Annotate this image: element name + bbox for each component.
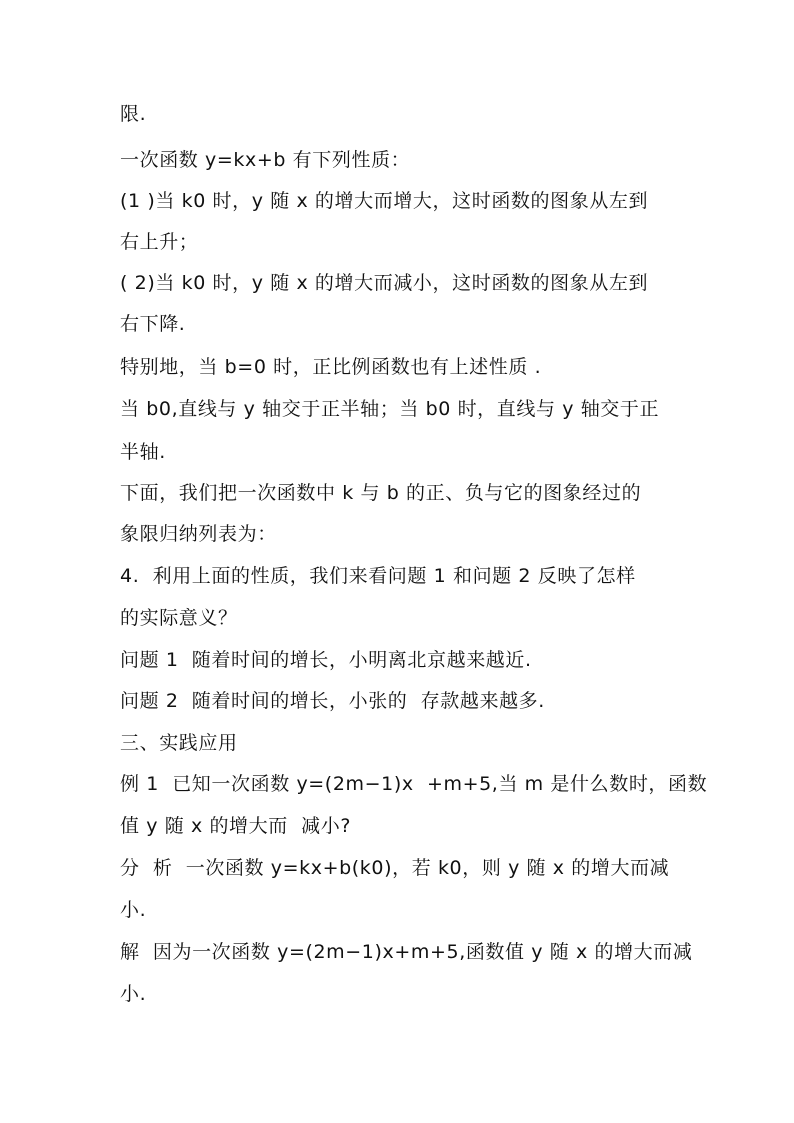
text-line: 下面，我们把一次函数中 k 与 b 的正、负与它的图象经过的 (120, 482, 642, 504)
text-line: 限. (120, 103, 147, 125)
text-line: 右下降. (120, 313, 186, 335)
text-line: 象限归纳列表为： (120, 523, 277, 545)
text-line: 值 y 随 x 的增大而 减小? (120, 815, 352, 837)
text-line: 特别地，当 b=0 时，正比例函数也有上述性质 . (120, 356, 542, 378)
text-line: 问题 1 随着时间的增长，小明离北京越来越近. (120, 649, 532, 671)
text-line: 分 析 一次函数 y=kx+b(k0)，若 k0，则 y 随 x 的增大而减 (120, 857, 670, 879)
text-line: 4. 利用上面的性质，我们来看问题 1 和问题 2 反映了怎样 (120, 565, 636, 587)
text-line: 右上升； (120, 231, 199, 253)
text-line: 小. (120, 983, 147, 1005)
text-line: ( 2)当 k0 时，y 随 x 的增大而减小，这时函数的图象从左到 (120, 272, 649, 294)
text-line: 的实际意义？ (120, 607, 238, 629)
text-line: 例 1 已知一次函数 y=(2m−1)x +m+5,当 m 是什么数时，函数 (120, 773, 708, 795)
section-heading: 三、实践应用 (120, 732, 238, 754)
text-line: 问题 2 随着时间的增长，小张的 存款越来越多. (120, 690, 545, 712)
text-line: 小. (120, 899, 147, 921)
text-line: (1 )当 k0 时，y 随 x 的增大而增大，这时函数的图象从左到 (120, 190, 649, 212)
text-line: 当 b0,直线与 y 轴交于正半轴；当 b0 时，直线与 y 轴交于正 (120, 398, 660, 420)
text-line: 一次函数 y=kx+b 有下列性质： (120, 149, 411, 171)
text-line: 解 因为一次函数 y=(2m−1)x+m+5,函数值 y 随 x 的增大而减 (120, 941, 693, 963)
text-line: 半轴. (120, 441, 166, 463)
